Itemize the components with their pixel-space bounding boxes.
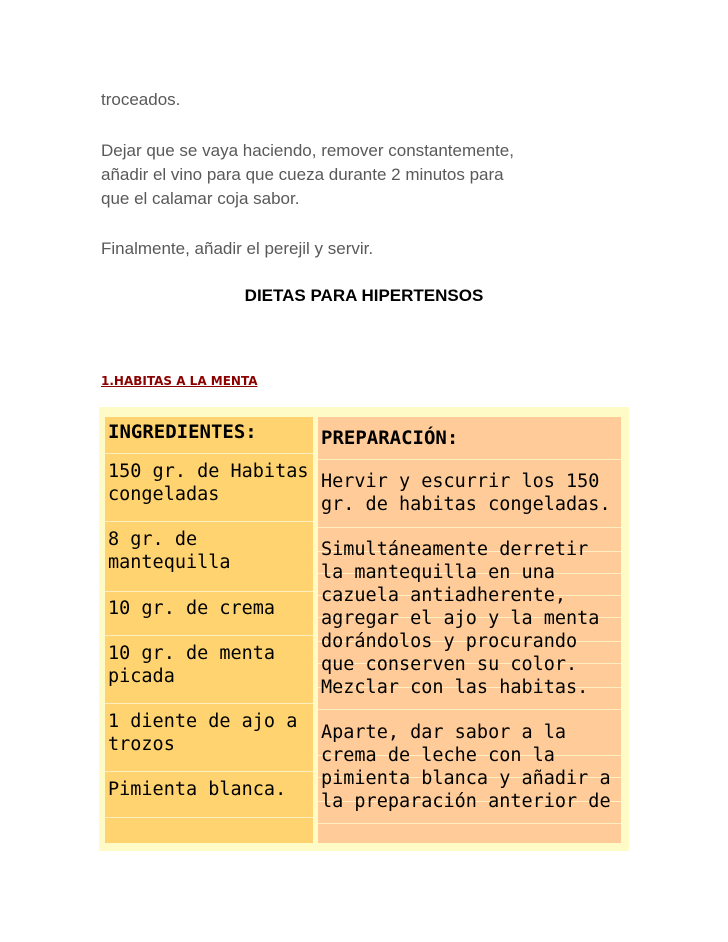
recipe-table: [99, 407, 629, 851]
preparation-line: Mezclar con las habitas.: [321, 677, 589, 698]
section-heading: DIETAS PARA HIPERTENSOS: [244, 286, 484, 305]
paragraph-text: troceados.: [101, 90, 181, 109]
row-divider: [318, 823, 621, 824]
paragraph-text: que el calamar coja sabor.: [101, 189, 300, 208]
ingredients-header: INGREDIENTES:: [108, 421, 257, 443]
preparation-line: gr. de habitas congeladas.: [321, 494, 611, 515]
preparation-line: la preparación anterior de: [321, 791, 611, 812]
preparation-line: crema de leche con la: [321, 745, 555, 766]
ingredient-line: 10 gr. de crema: [108, 598, 276, 619]
ingredients-column: [105, 417, 313, 843]
row-divider: [105, 635, 313, 636]
ingredient-line: 8 gr. de: [108, 529, 198, 550]
row-divider: [105, 591, 313, 592]
ingredient-line: 150 gr. de Habitas: [108, 461, 309, 482]
recipe-title-link[interactable]: 1.HABITAS A LA MENTA: [101, 374, 258, 388]
row-divider: [105, 771, 313, 772]
preparation-line: Hervir y escurrir los 150: [321, 471, 600, 492]
paragraph-text: Finalmente, añadir el perejil y servir.: [101, 239, 374, 258]
paragraph-text: añadir el vino para que cueza durante 2 minutos para: [101, 165, 504, 184]
row-divider: [105, 453, 313, 454]
row-divider: [105, 817, 313, 818]
row-divider: [318, 527, 621, 528]
ingredient-line: mantequilla: [108, 552, 231, 573]
preparation-line: agregar el ajo y la menta: [321, 608, 600, 629]
ingredient-line: Pimienta blanca.: [108, 779, 287, 800]
preparation-line: la mantequilla en una: [321, 562, 555, 583]
preparation-line: Simultáneamente derretir: [321, 539, 589, 560]
row-divider: [105, 521, 313, 522]
paragraph-text: Dejar que se vaya haciendo, remover constantemente,: [101, 141, 514, 160]
preparation-line: cazuela antiadherente,: [321, 585, 567, 606]
ingredient-line: 10 gr. de menta: [108, 643, 276, 664]
ingredient-line: trozos: [108, 734, 175, 755]
preparation-line: Aparte, dar sabor a la: [321, 722, 567, 743]
ingredient-line: congeladas: [108, 484, 220, 505]
row-divider: [105, 703, 313, 704]
preparation-line: dorándolos y procurando: [321, 631, 578, 652]
ingredient-line: 1 diente de ajo a: [108, 711, 298, 732]
row-divider: [318, 709, 621, 710]
preparation-column: [318, 417, 621, 843]
preparation-header: PREPARACIÓN:: [321, 427, 459, 449]
preparation-line: pimienta blanca y añadir a: [321, 768, 611, 789]
ingredient-line: picada: [108, 666, 175, 687]
preparation-line: que conserven su color.: [321, 654, 578, 675]
row-divider: [318, 459, 621, 460]
